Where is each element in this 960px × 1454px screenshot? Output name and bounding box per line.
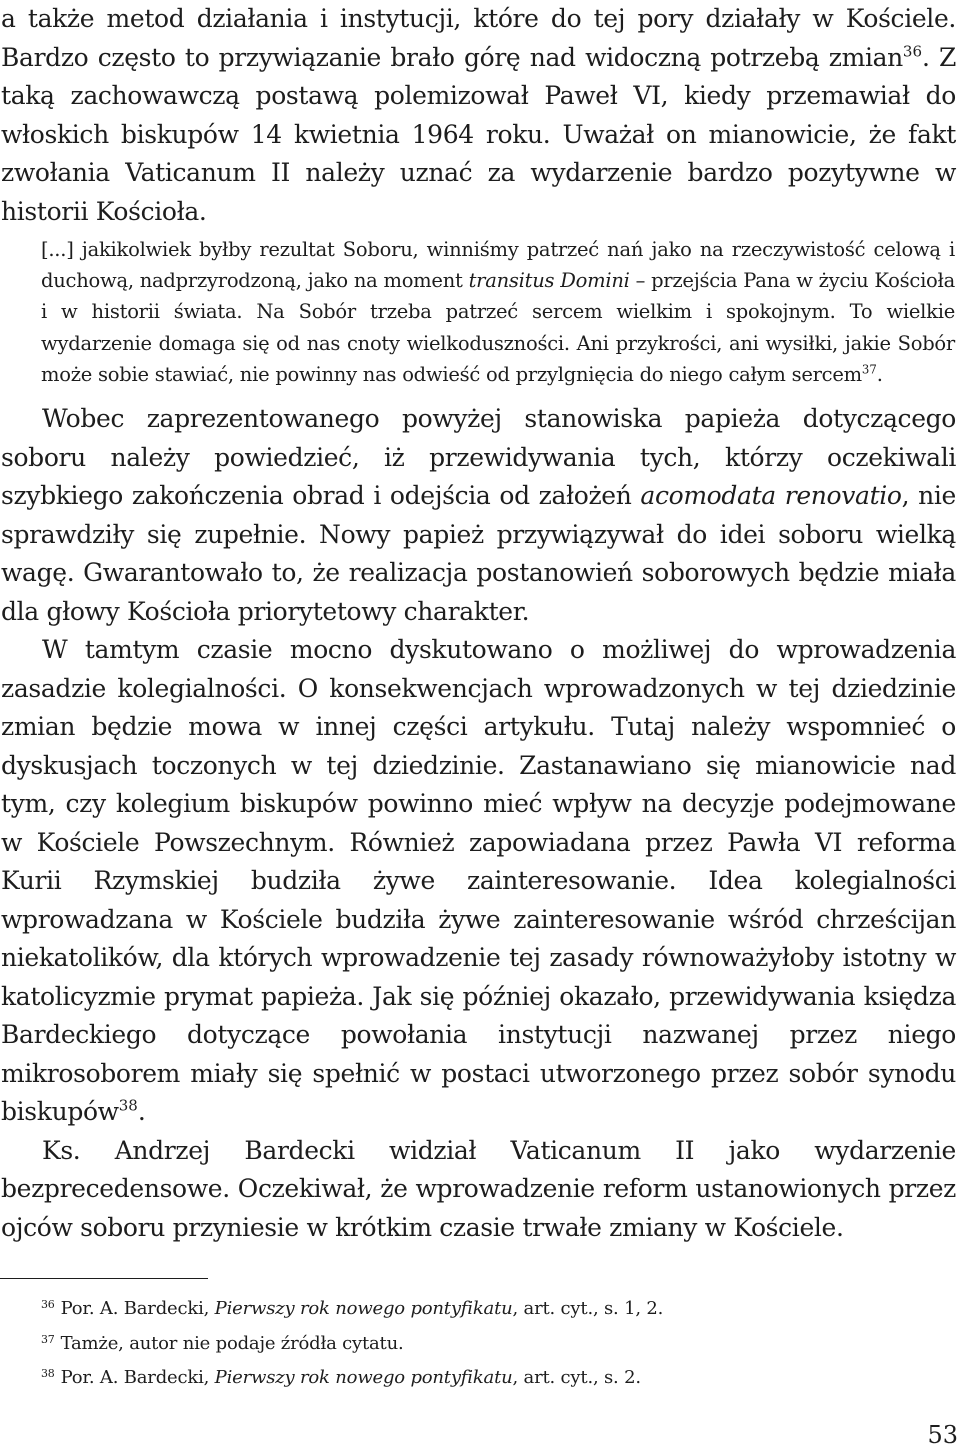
paragraph-2 <box>1 631 956 1132</box>
footnote-37 <box>41 1325 941 1360</box>
paragraph-1-italic-term: acomodata renovatio <box>640 481 902 510</box>
intro-paragraph <box>1 0 956 231</box>
paragraph-2-text-1: W tamtym czasie mocno dyskutowano o możliwej do wprowadzenia zasadzie kolegialności. O konsekwencjach wprowadzonych w tej dziedzinie zmian będzie mowa w innej części artykułu. Tutaj należy wspomnieć o dyskusjach toczonych w tej dziedzinie. Zastanawiano się mianowicie nad tym, czy kolegium biskupów powinno mieć wpływ na decyzje podejmowane w Kościele Powszechnym. Również zapowiadana przez Pawła VI reforma Kurii Rzymskiej budziła żywe zainteresowanie. Idea kolegialności wprowadzana w Kościele budziła żywe zainteresowanie wśród chrześcijan niekatolików, dla których wprowadzenie tej zasady równoważyłoby istotny w katolicyzmie prymat papieża. Jak się później okazało, przewidywania księdza Bardeckiego dotyczące powołania instytucji nazwanej przez niego mikrosoborem miały się spełnić w postaci utworzonego przez sobór synodu biskupów <box>1 635 956 1126</box>
block-quote <box>41 234 955 390</box>
paragraph-1-text-1: Wobec zaprezentowanego powyżej stanowiska papieża dotyczącego soboru należy powiedzieć, iż przewidywania tych, którzy oczekiwali szybkiego zakończenia obrad i odejścia od założeń <box>1 404 956 510</box>
footnote-ref-38[interactable]: 38 <box>118 1096 138 1115</box>
footnote-ref-36[interactable]: 36 <box>902 42 922 61</box>
quote-text-2: – przejścia Pana w życiu Kościoła i w historii świata. Na Sobór trzeba patrzeć sercem wielkim i spokojnym. To wielkie wydarzenie domaga się od nas cnoty wielkoduszności. Ani przykrości, ani wysiłki, jakie Sobór może sobie stawiać, nie powinny nas odwieść od przylgnięcia do niego całym sercem <box>41 269 955 386</box>
footnote-italic-title: Pierwszy rok nowego pontyfikatu <box>214 1298 513 1319</box>
footnote-divider <box>0 1278 208 1279</box>
footnote-text-1: Por. A. Bardecki, <box>60 1367 215 1388</box>
footnote-number: 38 <box>41 1367 55 1380</box>
page-number: 53 <box>927 1421 958 1449</box>
quote-text-1: [...] jakikolwiek byłby rezultat Soboru, winniśmy patrzeć nań jako na rzeczywistość celową i duchową, nadprzyrodzoną, jako na moment <box>41 238 955 293</box>
paragraph-1 <box>1 400 956 631</box>
quote-text-3: . <box>876 362 883 386</box>
footnote-text-2: , art. cyt., s. 1, 2. <box>512 1298 664 1319</box>
footnote-italic-title: Pierwszy rok nowego pontyfikatu <box>214 1367 513 1388</box>
footnote-text-1: Por. A. Bardecki, <box>60 1298 215 1319</box>
main-body <box>1 400 956 1247</box>
footnote-text-1: Tamże, autor nie podaje źródła cytatu. <box>60 1332 404 1354</box>
intro-paragraph-text <box>1 0 956 231</box>
footnote-38 <box>41 1359 941 1394</box>
footnote-ref-37[interactable]: 37 <box>861 362 877 377</box>
footnote-text-2: , art. cyt., s. 2. <box>512 1367 641 1388</box>
footnotes-list <box>41 1290 941 1394</box>
footnote-number: 36 <box>41 1298 55 1311</box>
intro-text-1: a także metod działania i instytucji, które do tej pory działały w Kościele. Bardzo często to przywiązanie brało górę nad widoczną potrzebą zmian <box>1 4 956 72</box>
paragraph-1-text-2: , nie sprawdziły się zupełnie. Nowy papież przywiązywał do idei soboru wielką wagę. Gwarantowało to, że realizacja postanowień soborowych będzie miała dla głowy Kościoła priorytetowy charakter. <box>1 481 956 626</box>
quote-italic-term: transitus Domini <box>468 269 630 293</box>
footnote-36 <box>41 1290 941 1325</box>
paragraph-3 <box>1 1132 956 1248</box>
paragraph-3-text-1: Ks. Andrzej Bardecki widział Vaticanum II jako wydarzenie bezprecedensowe. Oczekiwał, że wprowadzenie reform ustanowionych przez ojców soboru przyniesie w krótkim czasie trwałe zmiany w Kościele. <box>1 1135 956 1242</box>
intro-text-2: . Z taką zachowawczą postawą polemizował Paweł VI, kiedy przemawiał do włoskich biskupów 14 kwietnia 1964 roku. Uważał on mianowicie, że fakt zwołania Vaticanum II należy uznać za wydarzenie bardzo pozytywne w historii Kościoła. <box>1 42 956 226</box>
footnote-number: 37 <box>41 1332 55 1346</box>
paragraph-2-text-2: . <box>137 1097 146 1126</box>
